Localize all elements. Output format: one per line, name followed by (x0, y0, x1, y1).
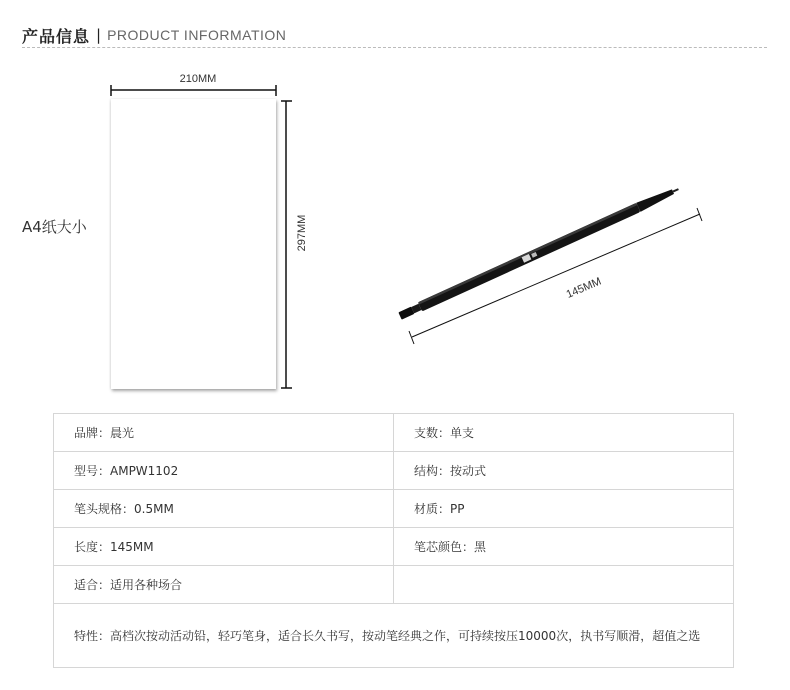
spec-suitable: 适合：适用各种场合 (54, 566, 394, 604)
table-row (54, 414, 734, 452)
paper-height-dimension (281, 101, 308, 388)
product-spec-table (53, 413, 734, 668)
paper-width-dimension (111, 73, 276, 96)
spec-feature (54, 604, 734, 668)
spec-count: 支数：单支 (394, 414, 734, 452)
spec-structure: 结构：按动式 (394, 452, 734, 490)
table-row (54, 528, 734, 566)
feature-text: 高档次按动活动铅，轻巧笔身，适合长久书写，按动笔经典之作，可持续按压10000次，执书写顺滑，超值之选 (110, 628, 701, 643)
pen-length-label: 145MM (564, 275, 604, 301)
spec-length: 长度：145MM (54, 528, 394, 566)
paper-width-label: 210MM (179, 73, 217, 85)
section-title-en: PRODUCT INFORMATION (107, 27, 287, 43)
table-row (54, 490, 734, 528)
spec-lead-color: 笔芯颜色：黑 (394, 528, 734, 566)
spec-material: 材质：PP (394, 490, 734, 528)
table-row (54, 604, 734, 668)
a4-paper-label: A4纸大小 (22, 218, 87, 236)
empty-cell (394, 566, 734, 604)
pen-length-dimension (409, 208, 702, 344)
pen-illustration (398, 185, 681, 321)
spec-brand: 品牌：晨光 (54, 414, 394, 452)
title-separator: | (96, 26, 102, 44)
section-title-cn: 产品信息 (22, 26, 91, 46)
spec-model: 型号：AMPW1102 (54, 452, 394, 490)
paper-height-label: 297MM (296, 214, 308, 252)
table-row (54, 566, 734, 604)
feature-label: 特性： (74, 628, 111, 643)
spec-tip: 笔头规格：0.5MM (54, 490, 394, 528)
table-row (54, 452, 734, 490)
